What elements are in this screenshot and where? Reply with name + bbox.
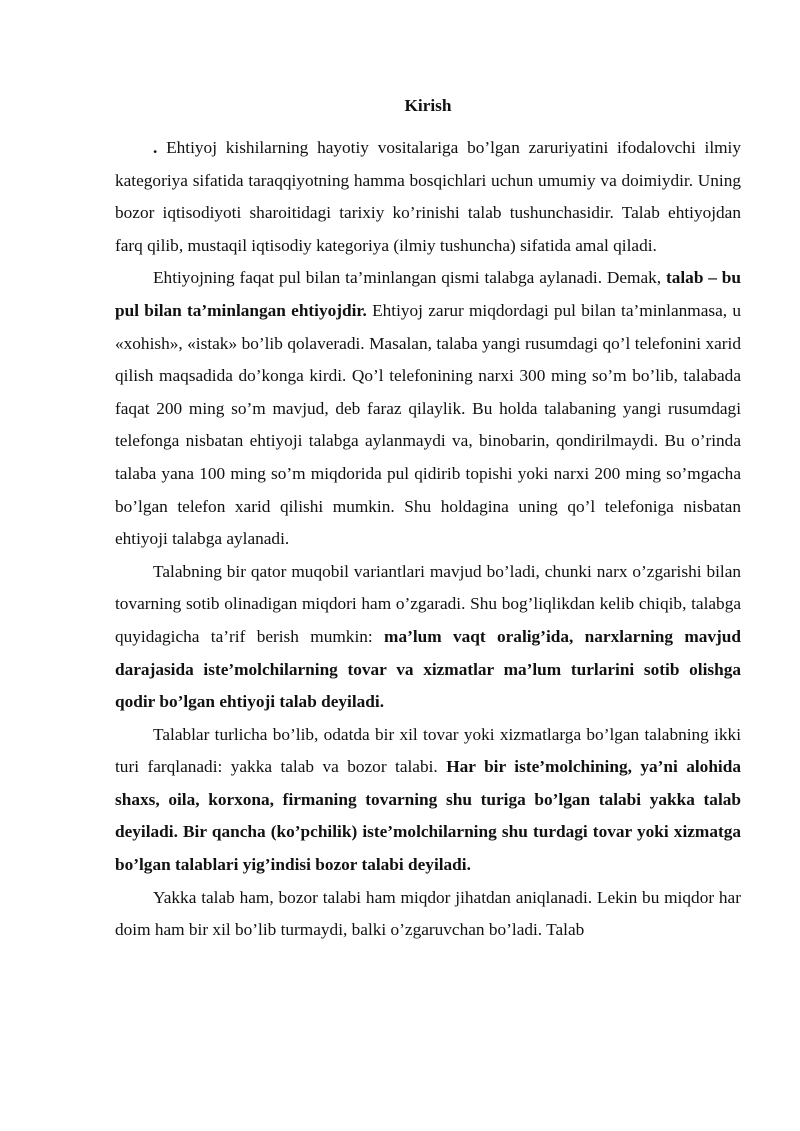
paragraph-1-text: Ehtiyoj kishilarning hayotiy vositalariga bo’lgan zaruriyatini ifodalovchi ilmiy kategoriya sifatida taraqqiyotning hamma bosqichlari uchun umumiy va doimiydir. Uning bozor iqtisodiyoti sharoitidagi tarixiy ko’rinishi talab tushunchasidir. Talab ehtiyojdan farq qilib, mustaqil iqtisodiy kategoriya (ilmiy tushuncha) sifatida amal qiladi. — [115, 138, 742, 255]
paragraph-2-text-before: Ehtiyojning faqat pul bilan ta’minlangan qismi talabga aylanadi. Demak, — [153, 268, 666, 288]
paragraph-2-text-after: Ehtiyoj zarur miqdordagi pul bilan ta’minlanmasa, u «xohish», «istak» bo’lib qolaveradi. Masalan, talaba yangi rusumdagi qo’l telefonini xarid qilish maqsadida do’konga kirdi. Qo’l telefonining narxi 300 ming so’m bo’lib, talabada faqat 200 ming so’m mavjud, deb faraz qilaylik. Bu holda talabaning yangi rusumdagi telefonga nisbatan ehtiyoji talabga aylanmaydi va, binobarin, qondirilmaydi. Bu o’rinda talaba yana 100 ming so’m miqdorida pul qidirib topishi yoki narxi 200 ming so’mgacha bo’lgan telefon xarid qilishi mumkin. Shu holdagina uning qo’l telefoniga nisbatan ehtiyoji talabga aylanadi. — [115, 300, 741, 549]
lead-mark: . — [153, 138, 158, 157]
paragraph-4-definition: Har bir iste’molchining, ya’ni alohida shaxs, oila, korxona, firmaning tovarning shu turiga bo’lgan talabi yakka talab deyiladi. Bir qancha (ko’pchilik) iste’molchilarning shu turdagi tovar yoki xizmatga bo’lgan talablari yig’indisi bozor talabi deyiladi. — [115, 757, 741, 875]
paragraph-3 — [115, 556, 741, 719]
paragraph-1 — [115, 132, 741, 262]
document-page — [115, 92, 741, 947]
paragraph-2-definition: talab – bu pul bilan ta’minlangan ehtiyojdir. — [115, 268, 741, 320]
page-title: Kirish — [404, 96, 452, 115]
paragraph-3-text-before: Talabning bir qator muqobil variantlari mavjud bo’ladi, chunki narx o’zgarishi bilan tovarning sotib olinadigan miqdori ham o’zgaradi. Shu bog’liqlikdan kelib chiqib, talabga quyidagicha ta’rif berish mumkin: — [115, 561, 741, 646]
paragraph-5 — [115, 882, 741, 947]
paragraph-2 — [115, 262, 741, 555]
paragraph-4 — [115, 719, 741, 882]
paragraph-3-definition: ma’lum vaqt oralig’ida, narxlarning mavjud darajasida iste’molchilarning tovar va xizmatlar ma’lum turlarini sotib olishga qodir bo’lgan ehtiyoji talab deyiladi. — [115, 626, 742, 712]
paragraph-5-text: Yakka talab ham, bozor talabi ham miqdor jihatdan aniqlanadi. Lekin bu miqdor har doim ham bir xil bo’lib turmaydi, balki o’zgaruvchan bo’ladi. Talab — [115, 887, 741, 940]
paragraph-4-text-before: Talablar turlicha bo’lib, odatda bir xil tovar yoki xizmatlarga bo’lgan talabning ikki turi farqlanadi: yakka talab va bozor talabi. — [115, 724, 741, 777]
